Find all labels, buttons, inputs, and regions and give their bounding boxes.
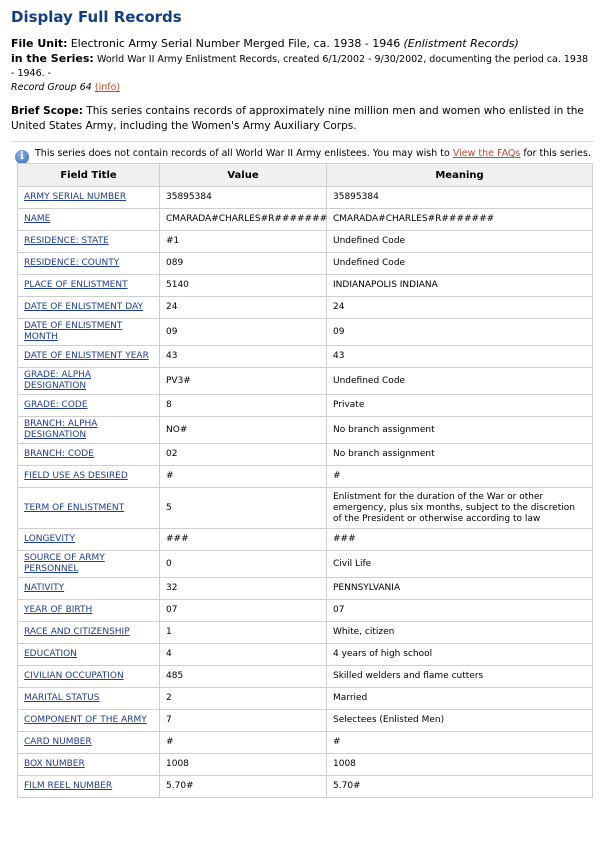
table-row bbox=[18, 346, 593, 368]
header-field-title: Field Title bbox=[18, 164, 160, 187]
meaning-cell: No branch assignment bbox=[327, 417, 593, 444]
value-cell: 4 bbox=[160, 644, 327, 666]
notice-text: This series does not contain records of all World War II Army enlistees. You may wish to bbox=[35, 148, 450, 159]
field-title-cell bbox=[18, 253, 160, 275]
value-cell: 24 bbox=[160, 297, 327, 319]
field-title-cell bbox=[18, 297, 160, 319]
value-cell: NO# bbox=[160, 417, 327, 444]
field-title-link[interactable]: BOX NUMBER bbox=[24, 759, 85, 769]
field-title-cell bbox=[18, 600, 160, 622]
field-title-cell bbox=[18, 417, 160, 444]
table-row bbox=[18, 319, 593, 346]
table-row bbox=[18, 754, 593, 776]
table-row bbox=[18, 444, 593, 466]
meaning-cell: INDIANAPOLIS INDIANA bbox=[327, 275, 593, 297]
field-title-link[interactable]: CIVILIAN OCCUPATION bbox=[24, 671, 124, 681]
value-cell: 2 bbox=[160, 688, 327, 710]
field-title-link[interactable]: BRANCH: CODE bbox=[24, 449, 94, 459]
table-row bbox=[18, 297, 593, 319]
table-row bbox=[18, 529, 593, 551]
table-row bbox=[18, 644, 593, 666]
field-title-link[interactable]: FILM REEL NUMBER bbox=[24, 781, 113, 791]
field-title-link[interactable]: CARD NUMBER bbox=[24, 737, 92, 747]
meaning-cell: Selectees (Enlisted Men) bbox=[327, 710, 593, 732]
info-link[interactable]: (info) bbox=[94, 82, 121, 93]
value-cell: 32 bbox=[160, 578, 327, 600]
notice-text-after: for this series. bbox=[523, 148, 591, 159]
table-row bbox=[18, 209, 593, 231]
table-row bbox=[18, 368, 593, 395]
value-cell: 02 bbox=[160, 444, 327, 466]
value-cell: ### bbox=[160, 529, 327, 551]
field-title-link[interactable]: TERM OF ENLISTMENT bbox=[24, 502, 125, 513]
file-unit-label: File Unit: bbox=[11, 37, 68, 50]
value-cell: 8 bbox=[160, 395, 327, 417]
series-line bbox=[11, 52, 594, 95]
meaning-cell: 07 bbox=[327, 600, 593, 622]
table-row bbox=[18, 578, 593, 600]
value-cell: 1 bbox=[160, 622, 327, 644]
field-title-cell bbox=[18, 368, 160, 395]
page bbox=[0, 0, 604, 170]
brief-scope bbox=[11, 104, 594, 134]
field-title-cell bbox=[18, 578, 160, 600]
meaning-cell: # bbox=[327, 466, 593, 488]
header-meaning: Meaning bbox=[327, 164, 593, 187]
meaning-cell: 24 bbox=[327, 297, 593, 319]
value-cell: PV3# bbox=[160, 368, 327, 395]
meaning-cell: Undefined Code bbox=[327, 368, 593, 395]
field-title-link[interactable]: RESIDENCE: COUNTY bbox=[24, 258, 120, 268]
field-title-link[interactable]: NAME bbox=[24, 214, 51, 224]
value-cell: # bbox=[160, 732, 327, 754]
table-row bbox=[18, 488, 593, 529]
meaning-cell: Undefined Code bbox=[327, 253, 593, 275]
field-title-cell bbox=[18, 710, 160, 732]
field-title-cell bbox=[18, 551, 160, 578]
field-title-cell bbox=[18, 529, 160, 551]
value-cell: 7 bbox=[160, 710, 327, 732]
record-meta bbox=[11, 37, 594, 95]
series-text: World War II Army Enlistment Records, created 6/1/2002 - 9/30/2002, documenting the period ca. 1938 - 1946. - bbox=[11, 54, 589, 79]
meaning-cell: 09 bbox=[327, 319, 593, 346]
value-cell: 089 bbox=[160, 253, 327, 275]
table-row bbox=[18, 187, 593, 209]
file-unit-italic: (Enlistment Records) bbox=[403, 37, 519, 50]
field-title-link[interactable]: COMPONENT OF THE ARMY bbox=[24, 715, 147, 725]
value-cell: 5 bbox=[160, 488, 327, 529]
field-title-cell bbox=[18, 754, 160, 776]
table-row bbox=[18, 666, 593, 688]
value-cell: 5.70# bbox=[160, 776, 327, 798]
field-title-cell bbox=[18, 395, 160, 417]
field-title-cell bbox=[18, 666, 160, 688]
table-row bbox=[18, 776, 593, 798]
value-cell: #1 bbox=[160, 231, 327, 253]
value-cell: 43 bbox=[160, 346, 327, 368]
field-title-link[interactable]: MARITAL STATUS bbox=[24, 693, 100, 703]
field-title-cell bbox=[18, 622, 160, 644]
meaning-cell: 4 years of high school bbox=[327, 644, 593, 666]
field-title-link[interactable]: DATE OF ENLISTMENT YEAR bbox=[24, 351, 149, 361]
meaning-cell: CMARADA#CHARLES#R####### bbox=[327, 209, 593, 231]
record-group: Record Group 64 bbox=[11, 82, 92, 93]
meaning-cell: ### bbox=[327, 529, 593, 551]
field-title-link[interactable]: ARMY SERIAL NUMBER bbox=[24, 192, 127, 202]
field-title-link[interactable]: EDUCATION bbox=[24, 649, 77, 659]
field-title-cell bbox=[18, 231, 160, 253]
meaning-cell: 1008 bbox=[327, 754, 593, 776]
field-title-cell bbox=[18, 644, 160, 666]
table-row bbox=[18, 710, 593, 732]
field-title-link[interactable]: RESIDENCE: STATE bbox=[24, 236, 109, 246]
field-title-link[interactable]: GRADE: ALPHA DESIGNATION bbox=[24, 370, 92, 391]
table-row bbox=[18, 551, 593, 578]
value-cell: 07 bbox=[160, 600, 327, 622]
field-title-link[interactable]: DATE OF ENLISTMENT DAY bbox=[24, 302, 143, 312]
field-title-cell bbox=[18, 319, 160, 346]
value-cell: CMARADA#CHARLES#R####### bbox=[160, 209, 327, 231]
meaning-cell: Skilled welders and flame cutters bbox=[327, 666, 593, 688]
scope-text: This series contains records of approximately nine million men and women who enlisted in the United States Army, including the Women's Army Auxiliary Corps. bbox=[11, 105, 584, 132]
value-cell: # bbox=[160, 466, 327, 488]
field-title-link[interactable]: PLACE OF ENLISTMENT bbox=[24, 280, 128, 290]
table-row bbox=[18, 732, 593, 754]
table-row bbox=[18, 622, 593, 644]
records-table bbox=[17, 163, 593, 798]
meaning-cell: PENNSYLVANIA bbox=[327, 578, 593, 600]
field-title-link[interactable]: YEAR OF BIRTH bbox=[24, 605, 93, 615]
table-row bbox=[18, 395, 593, 417]
file-unit-line bbox=[11, 37, 594, 52]
info-icon: i bbox=[15, 150, 29, 164]
field-title-cell bbox=[18, 488, 160, 529]
page-title: Display Full Records bbox=[11, 8, 182, 26]
value-cell: 35895384 bbox=[160, 187, 327, 209]
value-cell: 09 bbox=[160, 319, 327, 346]
field-title-link[interactable]: BRANCH: ALPHA DESIGNATION bbox=[24, 419, 98, 440]
field-title-cell bbox=[18, 466, 160, 488]
field-title-cell bbox=[18, 444, 160, 466]
value-cell: 5140 bbox=[160, 275, 327, 297]
records-body bbox=[18, 187, 593, 798]
table-row bbox=[18, 253, 593, 275]
meaning-cell: Undefined Code bbox=[327, 231, 593, 253]
meaning-cell: 43 bbox=[327, 346, 593, 368]
field-title-link[interactable]: FIELD USE AS DESIRED bbox=[24, 471, 128, 481]
scope-label: Brief Scope: bbox=[11, 105, 83, 117]
field-title-link[interactable]: LONGEVITY bbox=[24, 534, 75, 544]
field-title-link[interactable]: GRADE: CODE bbox=[24, 400, 88, 410]
field-title-cell bbox=[18, 732, 160, 754]
table-row bbox=[18, 231, 593, 253]
meaning-cell: Married bbox=[327, 688, 593, 710]
table-row bbox=[18, 688, 593, 710]
meaning-cell: Private bbox=[327, 395, 593, 417]
value-cell: 485 bbox=[160, 666, 327, 688]
field-title-cell bbox=[18, 776, 160, 798]
field-title-link[interactable]: NATIVITY bbox=[24, 583, 65, 593]
meaning-cell: Civil Life bbox=[327, 551, 593, 578]
meaning-cell: No branch assignment bbox=[327, 444, 593, 466]
field-title-cell bbox=[18, 275, 160, 297]
header-value: Value bbox=[160, 164, 327, 187]
field-title-link[interactable]: RACE AND CITIZENSHIP bbox=[24, 627, 130, 637]
meaning-cell: White, citizen bbox=[327, 622, 593, 644]
table-row bbox=[18, 600, 593, 622]
field-title-link[interactable]: DATE OF ENLISTMENT MONTH bbox=[24, 321, 123, 342]
table-row bbox=[18, 417, 593, 444]
field-title-cell bbox=[18, 346, 160, 368]
table-header-row bbox=[18, 164, 593, 187]
table-row bbox=[18, 466, 593, 488]
field-title-link[interactable]: SOURCE OF ARMY PERSONNEL bbox=[24, 553, 105, 574]
table-row bbox=[18, 275, 593, 297]
series-label: in the Series: bbox=[11, 52, 94, 65]
file-unit-text: Electronic Army Serial Number Merged File, ca. 1938 - 1946 bbox=[70, 37, 401, 50]
meaning-cell: Enlistment for the duration of the War or other emergency, plus six months, subject to the discretion of the President or otherwise according to law bbox=[327, 488, 593, 529]
field-title-cell bbox=[18, 688, 160, 710]
meaning-cell: # bbox=[327, 732, 593, 754]
field-title-cell bbox=[18, 209, 160, 231]
field-title-cell bbox=[18, 187, 160, 209]
view-faqs-link[interactable]: View the FAQs bbox=[452, 148, 521, 159]
meaning-cell: 35895384 bbox=[327, 187, 593, 209]
meaning-cell: 5.70# bbox=[327, 776, 593, 798]
value-cell: 0 bbox=[160, 551, 327, 578]
value-cell: 1008 bbox=[160, 754, 327, 776]
